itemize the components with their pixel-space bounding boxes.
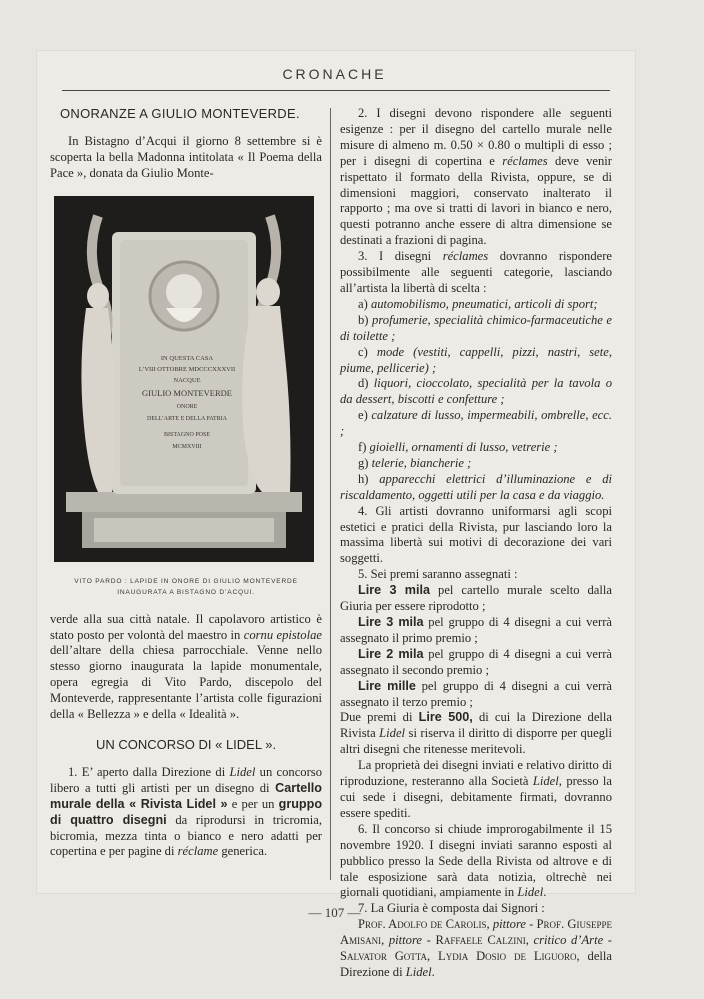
text-run: pel gruppo di 4 disegni a cui verrà assegnato il terzo premio ; bbox=[340, 678, 613, 709]
text-run: della Direzione di bbox=[340, 949, 613, 979]
jury-name: - Raffaele Calzini, bbox=[422, 933, 529, 948]
text-run: . bbox=[431, 964, 435, 979]
lapide-illustration bbox=[54, 196, 314, 562]
category-text: apparecchi elettrici d’illuminazione e di riscaldamento, oggetti utili per la casa e da viaggio. bbox=[340, 471, 612, 502]
text-run: di cui la Direzione della Rivista bbox=[340, 710, 612, 741]
text-run: generica. bbox=[218, 844, 268, 859]
category-text: telerie, biancherie ; bbox=[371, 455, 472, 470]
italic-run: réclame bbox=[177, 844, 219, 859]
text-run: La proprietà dei disegni inviati e relativo diritto di riproduzione, resteranno alla Società bbox=[340, 758, 612, 789]
category-e bbox=[340, 408, 612, 440]
category-letter: g) bbox=[358, 455, 372, 470]
paragraph-intro: In Bistagno d’Acqui il giorno 8 settembre si è scoperta la bella Madonna intitolata « Il Poema della Pace », donata da Giulio Monte- bbox=[50, 133, 322, 180]
inscription-line-8: MCMXVIII bbox=[172, 443, 202, 450]
prize-amount: Lire 2 mila bbox=[358, 646, 424, 661]
paragraph-concorso-5: 5. Sei premi saranno assegnati : bbox=[358, 567, 518, 582]
inscription-line-7: BISTAGNO POSE bbox=[163, 431, 211, 438]
italic-run: Lidel bbox=[532, 774, 559, 789]
text-run: 1. E’ aperto dalla Direzione di bbox=[68, 764, 230, 779]
category-letter: h) bbox=[358, 471, 380, 486]
category-d bbox=[340, 376, 612, 408]
prize-amount: Lire mille bbox=[358, 678, 416, 693]
right-column bbox=[340, 106, 612, 981]
text-run: e per un bbox=[227, 796, 279, 811]
paragraph-monteverde-continued bbox=[50, 612, 322, 723]
paragraph-concorso-6 bbox=[340, 822, 612, 902]
inscription-line-2: L’VIII OTTOBRE MDCCCXXXVII bbox=[138, 365, 236, 373]
caption-line-2: INAUGURATA A BISTAGNO D’ACQUI. bbox=[117, 588, 255, 596]
jury-name: Prof. Adolfo de Carolis, bbox=[358, 917, 490, 932]
category-text: automobilismo, pneumatici, articoli di sport; bbox=[370, 296, 598, 311]
column-divider bbox=[330, 108, 331, 880]
prize-4 bbox=[340, 679, 612, 711]
page-number: — 107 — bbox=[308, 905, 361, 920]
inscription-line-6: DELL’ARTE E DELLA PATRIA bbox=[146, 415, 228, 422]
category-text: profumerie, specialità chimico-farmaceutiche e di toilette ; bbox=[340, 312, 612, 343]
text-run: verde alla sua città natale. Il capolavoro artistico è stato posto per volontà del maestro in bbox=[50, 611, 322, 642]
category-a bbox=[340, 297, 612, 313]
category-text: gioielli, ornamenti di lusso, vetrerie ; bbox=[369, 440, 558, 455]
prize-amount: Lire 500, bbox=[418, 710, 473, 725]
text-run: un concorso libero a tutti gli artisti per un disegno di bbox=[50, 764, 322, 795]
inscription-line-4: GIULIO MONTEVERDE bbox=[142, 387, 232, 398]
text-run: da riprodursi in tricromia, bicromia, mezza tinta o bianco e nero adatti per copertina e per pagine di bbox=[50, 812, 322, 859]
prize-3 bbox=[340, 647, 612, 679]
paragraph-concorso-1 bbox=[50, 765, 322, 860]
italic-run: Lidel bbox=[405, 964, 432, 979]
lapide-photograph bbox=[54, 196, 314, 562]
category-b bbox=[340, 313, 612, 345]
text-run: dell’altare della chiesa parrocchiale. Venne nello stesso giorno inaugurata la lapide monumentale, opera egregia di Vito Pardo, discepolo del Monteverde, rappresentante l’artista colle figurazioni della « Bellezza » e della « Idealità ». bbox=[50, 643, 322, 722]
jury-role: pittore bbox=[489, 917, 526, 932]
category-c bbox=[340, 345, 612, 377]
article-heading-lidel: UN CONCORSO DI « LIDEL ». bbox=[95, 736, 277, 752]
category-g bbox=[340, 456, 612, 472]
category-text: mode (vestiti, cappelli, pizzi, nastri, sete, piume, pellicerie) ; bbox=[340, 344, 613, 375]
text-run: si riserva il diritto di disporre per quegli altri disegni che ritenesse meritevoli. bbox=[340, 726, 612, 757]
bold-run: Cartello murale della « Rivista Lidel » bbox=[50, 780, 322, 811]
header-rule bbox=[62, 90, 610, 91]
category-letter: f) bbox=[358, 440, 370, 455]
category-letter: d) bbox=[358, 376, 374, 391]
jury-name: - Salvator Gotta, Lydia Dosio de Liguoro, bbox=[340, 933, 612, 964]
text-run: 6. Il concorso si chiude improrogabilmente il 15 novembre 1920. I disegni inviati saranno esposti al pubblico presso la Sede della Rivista od altrove e di tale esposizione sarà data notizia, oltrechè nei giornali quotidiani, ampiamente in bbox=[340, 821, 612, 900]
jury-name: - Prof. Giuseppe Amisani, bbox=[340, 917, 613, 948]
photo-caption bbox=[50, 576, 322, 598]
text-run: , presso la cui sede i disegni, debitamente firmati, dovranno essere spediti. bbox=[340, 774, 612, 820]
italic-run: réclames bbox=[502, 153, 548, 168]
text-run: Due premi di bbox=[340, 710, 419, 725]
category-letter: c) bbox=[358, 344, 377, 359]
italic-run: Lidel bbox=[379, 726, 406, 741]
text-run: pel cartello murale scelto dalla Giuria per essere riprodotto ; bbox=[340, 583, 612, 614]
category-f bbox=[340, 440, 612, 456]
category-text: liquori, cioccolato, specialità per la tavola o da dessert, biscotti e confetture ; bbox=[340, 376, 612, 407]
text-run: pel gruppo di 4 disegni a cui verrà assegnato il primo premio ; bbox=[340, 615, 612, 645]
text-run: pel gruppo di 4 disegni a cui verrà assegnato il secondo premio ; bbox=[340, 646, 612, 677]
category-letter: b) bbox=[358, 312, 373, 327]
prize-amount: Lire 3 mila bbox=[358, 615, 424, 629]
italic-run: cornu epistolae bbox=[243, 627, 322, 642]
text-run: . bbox=[543, 885, 547, 900]
prize-2 bbox=[340, 615, 612, 647]
prize-1 bbox=[340, 583, 612, 615]
text-run: 3. I disegni bbox=[358, 249, 443, 264]
caption-line-1: VITO PARDO : LAPIDE IN ONORE DI GIULIO MONTEVERDE bbox=[74, 577, 298, 585]
paragraph-concorso-4: 4. Gli artisti dovranno uniformarsi agli scopi estetici e pratici della Rivista, pur lasciando loro la massima libertà sui motivi di decorazione dei vari soggetti. bbox=[340, 503, 612, 566]
inscription-line-5: ONORE bbox=[176, 403, 198, 410]
paragraph-concorso-3 bbox=[340, 249, 612, 297]
category-text: calzature di lusso, impermeabili, ombrelle, ecc. ; bbox=[340, 408, 613, 439]
italic-run: réclames bbox=[442, 249, 489, 264]
article-heading-monteverde: ONORANZE A GIULIO MONTEVERDE. bbox=[60, 106, 300, 121]
jury-role: critico d’Arte bbox=[528, 933, 604, 948]
jury-list bbox=[340, 917, 612, 981]
category-h bbox=[340, 472, 612, 504]
section-header: CRONACHE bbox=[282, 66, 387, 82]
inscription-line-1: IN QUESTA CASA bbox=[160, 354, 214, 362]
category-letter: a) bbox=[358, 296, 371, 311]
inscription-line-3: NACQUE bbox=[173, 376, 201, 384]
paragraph-proprieta bbox=[340, 758, 612, 822]
text-run: dovranno rispondere possibilmente alle seguenti categorie, lasciando all’artista la libertà di scelta : bbox=[340, 249, 612, 295]
jury-role: pittore bbox=[384, 933, 422, 948]
paragraph-concorso-7: 7. La Giuria è composta dai Signori : bbox=[358, 901, 545, 916]
category-letter: e) bbox=[358, 408, 372, 423]
bold-run: gruppo di quattro disegni bbox=[50, 796, 323, 827]
text-run: deve venir rispettato il formato della Rivista, oppure, se di dimensioni maggiori, conservato inalterato il rapporto ; ma ove si tratti di lavori in bianco e nero, questi potranno anche essere di altra dimensione se destinati a frazioni di pagina. bbox=[340, 153, 612, 248]
italic-run: Lidel bbox=[229, 764, 256, 779]
prize-5 bbox=[340, 710, 612, 758]
prize-amount: Lire 3 mila bbox=[358, 583, 431, 598]
paragraph-concorso-2 bbox=[340, 106, 612, 249]
italic-run: Lidel bbox=[517, 885, 544, 900]
left-column bbox=[50, 106, 322, 860]
text-run: 2. I disegni devono rispondere alle seguenti esigenze : per il disegno del cartello murale nelle misure di almeno m. 0.50 × 0.80 o multipli di esso ; per i disegni di copertina e bbox=[340, 106, 612, 168]
